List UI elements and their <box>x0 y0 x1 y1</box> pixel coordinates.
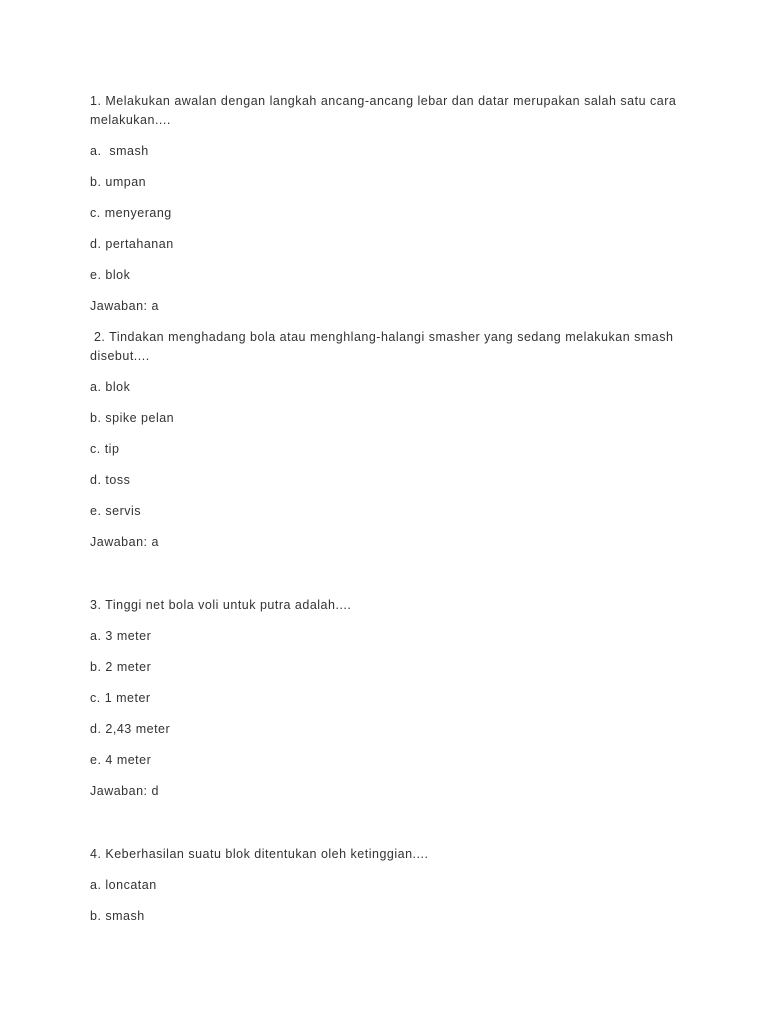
question-2-answer: Jawaban: a <box>90 535 159 549</box>
question-1-option-e: e. blok <box>90 268 131 282</box>
question-3-option-c: c. 1 meter <box>90 691 151 705</box>
document-page <box>90 92 680 938</box>
question-4-option-b: b. smash <box>90 909 145 923</box>
question-1-option-c: c. menyerang <box>90 206 172 220</box>
question-3-option-d: d. 2,43 meter <box>90 722 171 736</box>
question-2-option-a: a. blok <box>90 380 131 394</box>
question-4-text: 4. Keberhasilan suatu blok ditentukan oleh ketinggian.... <box>90 847 429 861</box>
question-2-option-b: b. spike pelan <box>90 411 175 425</box>
question-3-text: 3. Tinggi net bola voli untuk putra adalah.... <box>90 598 352 612</box>
question-1-option-a: a. smash <box>90 144 149 158</box>
question-2-text: 2. Tindakan menghadang bola atau menghlang-halangi smasher yang sedang melakukan smash disebut.... <box>90 330 678 363</box>
question-2-option-c: c. tip <box>90 442 120 456</box>
question-3-option-b: b. 2 meter <box>90 660 152 674</box>
question-1-option-d: d. pertahanan <box>90 237 174 251</box>
question-2-option-d: d. toss <box>90 473 131 487</box>
question-1-option-b: b. umpan <box>90 175 147 189</box>
question-1-text: 1. Melakukan awalan dengan langkah ancang-ancang lebar dan datar merupakan salah satu cara melakukan.... <box>90 94 677 127</box>
question-1-answer: Jawaban: a <box>90 299 159 313</box>
question-3-option-e: e. 4 meter <box>90 753 152 767</box>
question-2-option-e: e. servis <box>90 504 142 518</box>
question-3-answer: Jawaban: d <box>90 784 159 798</box>
spacer <box>90 564 680 596</box>
question-3-option-a: a. 3 meter <box>90 629 152 643</box>
question-4-option-a: a. loncatan <box>90 878 157 892</box>
spacer <box>90 813 680 845</box>
